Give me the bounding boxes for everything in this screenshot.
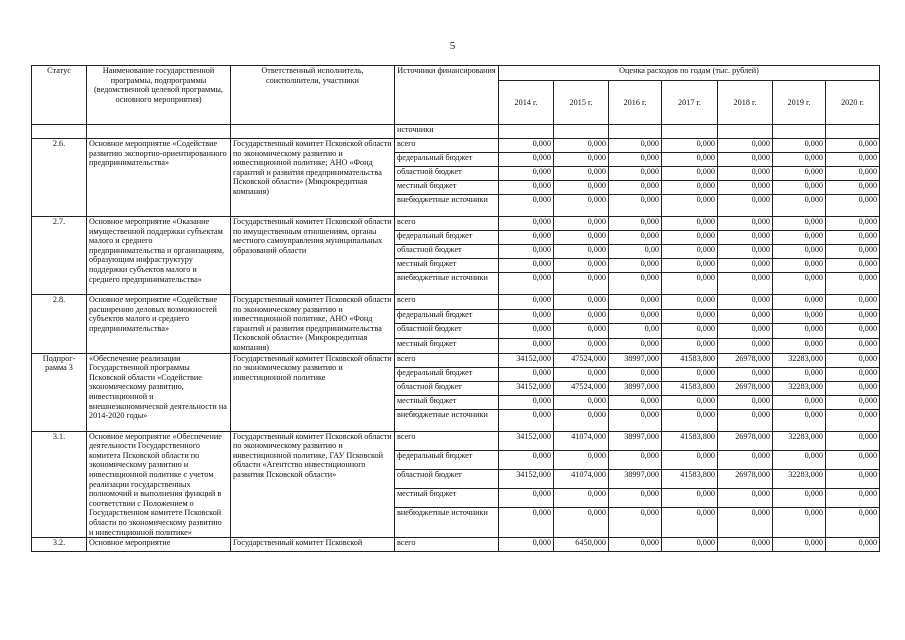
value-cell: 0,000 — [826, 309, 880, 324]
value-cell: 0,000 — [662, 395, 718, 409]
value-cell: 0,000 — [499, 324, 554, 339]
value-cell: 0,000 — [718, 139, 773, 153]
table-row — [32, 353, 880, 367]
value-cell: 0,000 — [609, 139, 662, 153]
status-cell — [32, 125, 87, 139]
value-cell: 0,000 — [826, 469, 880, 488]
value-cell: 34152,000 — [499, 381, 554, 395]
executor-cell: Государственный комитет Псковской области по экономическому развитию и инвестиционной политике, АНО «Фонд гарантий и развития предпринимательства Псковской области» (Микрокредитная компания) — [231, 295, 395, 354]
value-cell: 0,000 — [609, 367, 662, 381]
value-cell: 0,000 — [718, 538, 773, 552]
value-cell: 41074,000 — [554, 469, 609, 488]
value-cell: 0,000 — [554, 367, 609, 381]
status-cell: 2.6. — [32, 139, 87, 217]
value-cell: 0,000 — [609, 195, 662, 217]
value-cell: 38997,000 — [609, 469, 662, 488]
value-cell: 0,000 — [499, 488, 554, 507]
value-cell: 0,000 — [554, 259, 609, 273]
value-cell: 0,000 — [718, 195, 773, 217]
value-cell: 0,000 — [609, 488, 662, 507]
value-cell: 0,000 — [554, 217, 609, 231]
value-cell: 0,000 — [499, 450, 554, 469]
value-cell: 0,000 — [499, 181, 554, 195]
value-cell — [499, 125, 554, 139]
value-cell: 0,000 — [773, 338, 826, 353]
value-cell: 0,000 — [609, 217, 662, 231]
value-cell: 0,000 — [826, 338, 880, 353]
value-cell: 0,000 — [662, 295, 718, 310]
value-cell: 0,000 — [662, 181, 718, 195]
value-cell: 0,000 — [718, 324, 773, 339]
value-cell: 32283,000 — [773, 353, 826, 367]
value-cell: 0,000 — [554, 139, 609, 153]
executor-cell: Государственный комитет Псковской области по имущественным отношениям, органы местного самоуправления муниципальных образований области — [231, 217, 395, 295]
value-cell: 0,000 — [662, 217, 718, 231]
source-cell: всего — [395, 353, 499, 367]
value-cell: 0,000 — [826, 450, 880, 469]
table-row — [32, 125, 880, 139]
header-year: 2020 г. — [826, 81, 880, 125]
value-cell: 0,000 — [718, 395, 773, 409]
status-cell: Подпрог-рамма 3 — [32, 353, 87, 431]
header-year: 2014 г. — [499, 81, 554, 125]
status-cell: 2.8. — [32, 295, 87, 354]
value-cell: 0,000 — [499, 153, 554, 167]
value-cell: 0,000 — [718, 181, 773, 195]
table-row — [32, 538, 880, 552]
value-cell: 0,000 — [826, 231, 880, 245]
value-cell: 0,000 — [499, 139, 554, 153]
value-cell: 0,000 — [609, 153, 662, 167]
value-cell: 0,000 — [499, 409, 554, 431]
value-cell: 0,000 — [499, 245, 554, 259]
value-cell: 0,000 — [662, 338, 718, 353]
value-cell: 0,000 — [554, 488, 609, 507]
value-cell: 0,000 — [718, 367, 773, 381]
value-cell: 0,000 — [499, 508, 554, 538]
source-cell: внебюджетные источники — [395, 508, 499, 538]
value-cell: 0,000 — [662, 139, 718, 153]
value-cell: 0,000 — [499, 217, 554, 231]
value-cell: 0,000 — [718, 338, 773, 353]
value-cell: 0,000 — [609, 273, 662, 295]
value-cell: 0,000 — [609, 167, 662, 181]
value-cell: 0,000 — [609, 538, 662, 552]
source-cell: областной бюджет — [395, 324, 499, 339]
table-header — [32, 66, 880, 125]
value-cell: 0,000 — [773, 488, 826, 507]
value-cell: 0,00 — [609, 245, 662, 259]
value-cell: 0,000 — [662, 259, 718, 273]
value-cell: 0,000 — [662, 367, 718, 381]
source-cell: федеральный бюджет — [395, 450, 499, 469]
value-cell — [718, 125, 773, 139]
source-cell: областной бюджет — [395, 167, 499, 181]
value-cell: 0,000 — [662, 324, 718, 339]
value-cell: 0,000 — [609, 395, 662, 409]
value-cell: 0,000 — [554, 195, 609, 217]
value-cell: 0,000 — [773, 181, 826, 195]
table-row — [32, 431, 880, 450]
value-cell: 34152,000 — [499, 431, 554, 450]
value-cell: 0,000 — [609, 181, 662, 195]
value-cell: 0,000 — [826, 431, 880, 450]
value-cell: 0,000 — [662, 153, 718, 167]
value-cell: 0,000 — [718, 295, 773, 310]
source-cell: всего — [395, 217, 499, 231]
value-cell: 0,000 — [499, 259, 554, 273]
value-cell: 0,000 — [826, 395, 880, 409]
executor-cell: Государственный комитет Псковской области по экономическому развитию и инвестиционной политике — [231, 353, 395, 431]
header-year: 2017 г. — [662, 81, 718, 125]
value-cell: 34152,000 — [499, 353, 554, 367]
status-cell: 2.7. — [32, 217, 87, 295]
value-cell: 0,000 — [499, 167, 554, 181]
value-cell: 0,000 — [609, 508, 662, 538]
value-cell: 0,000 — [554, 167, 609, 181]
table-body — [32, 125, 880, 552]
source-cell: местный бюджет — [395, 181, 499, 195]
value-cell: 0,000 — [554, 231, 609, 245]
value-cell: 0,00 — [609, 324, 662, 339]
header-year: 2018 г. — [718, 81, 773, 125]
header-year: 2019 г. — [773, 81, 826, 125]
value-cell — [826, 125, 880, 139]
value-cell: 0,000 — [718, 409, 773, 431]
value-cell: 0,000 — [826, 217, 880, 231]
value-cell: 0,000 — [773, 167, 826, 181]
source-cell: внебюджетные источники — [395, 409, 499, 431]
source-cell: местный бюджет — [395, 259, 499, 273]
header-year: 2015 г. — [554, 81, 609, 125]
value-cell: 41583,800 — [662, 381, 718, 395]
value-cell — [609, 125, 662, 139]
value-cell: 0,000 — [662, 538, 718, 552]
header-status: Статус — [32, 66, 87, 125]
value-cell: 0,000 — [826, 181, 880, 195]
value-cell: 0,000 — [554, 153, 609, 167]
value-cell: 32283,000 — [773, 381, 826, 395]
value-cell: 0,000 — [609, 295, 662, 310]
value-cell: 0,000 — [773, 295, 826, 310]
value-cell: 0,000 — [554, 395, 609, 409]
value-cell: 0,000 — [554, 508, 609, 538]
value-cell: 0,000 — [826, 381, 880, 395]
value-cell: 0,000 — [554, 324, 609, 339]
source-cell: внебюджетные источники — [395, 273, 499, 295]
value-cell: 0,000 — [662, 273, 718, 295]
budget-table — [31, 65, 880, 552]
value-cell: 6450,000 — [554, 538, 609, 552]
value-cell: 0,000 — [718, 167, 773, 181]
value-cell — [662, 125, 718, 139]
value-cell: 0,000 — [499, 273, 554, 295]
value-cell — [773, 125, 826, 139]
source-cell: местный бюджет — [395, 338, 499, 353]
name-cell: Основное мероприятие — [87, 538, 231, 552]
value-cell: 0,000 — [554, 273, 609, 295]
value-cell: 0,000 — [718, 231, 773, 245]
executor-cell — [231, 125, 395, 139]
value-cell: 0,000 — [718, 259, 773, 273]
source-cell: местный бюджет — [395, 395, 499, 409]
table-row — [32, 295, 880, 310]
value-cell: 0,000 — [826, 488, 880, 507]
value-cell: 47524,000 — [554, 381, 609, 395]
name-cell: Основное мероприятие «Содействие развитию экспортно-ориентированного предпринимательства» — [87, 139, 231, 217]
value-cell: 0,000 — [773, 538, 826, 552]
value-cell: 0,000 — [826, 195, 880, 217]
value-cell: 0,000 — [826, 259, 880, 273]
value-cell: 0,000 — [773, 139, 826, 153]
value-cell: 0,000 — [662, 245, 718, 259]
value-cell: 0,000 — [773, 153, 826, 167]
value-cell: 0,000 — [718, 309, 773, 324]
value-cell: 47524,000 — [554, 353, 609, 367]
value-cell: 26978,000 — [718, 381, 773, 395]
value-cell: 0,000 — [554, 309, 609, 324]
value-cell: 0,000 — [662, 231, 718, 245]
value-cell: 0,000 — [718, 245, 773, 259]
value-cell: 32283,000 — [773, 469, 826, 488]
source-cell: всего — [395, 139, 499, 153]
value-cell: 0,000 — [826, 245, 880, 259]
name-cell: Основное мероприятие «Обеспечение деятельности Государственного комитета Псковской области по экономическому развитию и инвестиционной политике с учетом реализации государственных полномочий и выполнения функций в соответствии с Положением о Государственном комитете Псковской области по экономическому развитию и инвестиционной политике» — [87, 431, 231, 538]
name-cell — [87, 125, 231, 139]
value-cell: 26978,000 — [718, 353, 773, 367]
value-cell: 0,000 — [499, 395, 554, 409]
value-cell: 0,000 — [554, 409, 609, 431]
value-cell: 32283,000 — [773, 431, 826, 450]
value-cell: 0,000 — [826, 153, 880, 167]
source-cell: федеральный бюджет — [395, 367, 499, 381]
source-cell: федеральный бюджет — [395, 153, 499, 167]
value-cell: 0,000 — [609, 409, 662, 431]
source-cell: источники — [395, 125, 499, 139]
value-cell: 0,000 — [499, 195, 554, 217]
value-cell: 0,000 — [609, 259, 662, 273]
value-cell: 38997,000 — [609, 431, 662, 450]
value-cell: 41583,800 — [662, 469, 718, 488]
source-cell: областной бюджет — [395, 245, 499, 259]
value-cell — [554, 125, 609, 139]
value-cell: 0,000 — [826, 273, 880, 295]
value-cell: 0,000 — [826, 367, 880, 381]
source-cell: всего — [395, 295, 499, 310]
value-cell: 0,000 — [773, 217, 826, 231]
value-cell: 0,000 — [773, 195, 826, 217]
value-cell: 0,000 — [554, 245, 609, 259]
value-cell: 0,000 — [773, 324, 826, 339]
header-estimate: Оценка расходов по годам (тыс. рублей) — [499, 66, 880, 81]
value-cell: 0,000 — [662, 508, 718, 538]
value-cell: 0,000 — [826, 409, 880, 431]
value-cell: 0,000 — [826, 139, 880, 153]
executor-cell: Государственный комитет Псковской — [231, 538, 395, 552]
value-cell: 0,000 — [609, 338, 662, 353]
source-cell: областной бюджет — [395, 469, 499, 488]
source-cell: федеральный бюджет — [395, 309, 499, 324]
header-year: 2016 г. — [609, 81, 662, 125]
value-cell: 0,000 — [773, 309, 826, 324]
value-cell: 0,000 — [773, 508, 826, 538]
value-cell: 0,000 — [718, 508, 773, 538]
value-cell: 26978,000 — [718, 469, 773, 488]
value-cell: 0,000 — [773, 273, 826, 295]
value-cell: 38997,000 — [609, 381, 662, 395]
executor-cell: Государственный комитет Псковской области по экономическому развитию и инвестиционной политике, ГАУ Псковской области «Агентство инвестиционного развития Псковской области» — [231, 431, 395, 538]
value-cell: 0,000 — [554, 295, 609, 310]
value-cell: 0,000 — [773, 395, 826, 409]
value-cell: 41074,000 — [554, 431, 609, 450]
value-cell: 0,000 — [826, 538, 880, 552]
value-cell: 0,000 — [499, 338, 554, 353]
status-cell: 3.1. — [32, 431, 87, 538]
table-row — [32, 217, 880, 231]
value-cell: 0,000 — [554, 181, 609, 195]
name-cell: «Обеспечение реализации Государственной программы Псковской области «Содействие экономическому развитию, инвестиционной и внешнеэкономической деятельности на 2014-2020 годы» — [87, 353, 231, 431]
value-cell: 0,000 — [499, 231, 554, 245]
value-cell: 0,000 — [773, 245, 826, 259]
value-cell: 0,000 — [718, 217, 773, 231]
value-cell: 0,000 — [826, 353, 880, 367]
source-cell: всего — [395, 431, 499, 450]
value-cell: 0,000 — [662, 488, 718, 507]
source-cell: областной бюджет — [395, 381, 499, 395]
value-cell: 0,000 — [499, 367, 554, 381]
value-cell: 0,000 — [609, 450, 662, 469]
value-cell: 0,000 — [499, 309, 554, 324]
value-cell: 0,000 — [554, 450, 609, 469]
value-cell: 0,000 — [826, 167, 880, 181]
value-cell: 0,000 — [773, 409, 826, 431]
header-executor: Ответственный исполнитель, соисполнители, участники — [231, 66, 395, 125]
value-cell: 0,000 — [718, 450, 773, 469]
header-name: Наименование государственной программы, подпрограммы (ведомственной целевой программы, основного мероприятия) — [87, 66, 231, 125]
value-cell: 0,000 — [499, 295, 554, 310]
value-cell: 0,000 — [826, 295, 880, 310]
value-cell: 0,000 — [662, 450, 718, 469]
value-cell: 0,000 — [773, 231, 826, 245]
value-cell: 0,000 — [718, 488, 773, 507]
value-cell: 26978,000 — [718, 431, 773, 450]
page-number: 5 — [449, 40, 456, 52]
value-cell: 0,000 — [662, 309, 718, 324]
value-cell: 0,000 — [662, 195, 718, 217]
value-cell: 41583,800 — [662, 353, 718, 367]
value-cell: 41583,800 — [662, 431, 718, 450]
value-cell: 34152,000 — [499, 469, 554, 488]
name-cell: Основное мероприятие «Содействие расширению деловых возможностей субъектов малого и среднего предпринимательства» — [87, 295, 231, 354]
table-row — [32, 139, 880, 153]
header-sources: Источники финансирования — [395, 66, 499, 125]
value-cell: 0,000 — [499, 538, 554, 552]
value-cell: 0,000 — [662, 167, 718, 181]
value-cell: 0,000 — [609, 309, 662, 324]
value-cell: 0,000 — [826, 508, 880, 538]
value-cell: 0,000 — [718, 153, 773, 167]
value-cell: 0,000 — [662, 409, 718, 431]
value-cell: 0,000 — [826, 324, 880, 339]
value-cell: 0,000 — [554, 338, 609, 353]
value-cell: 0,000 — [773, 367, 826, 381]
value-cell: 0,000 — [718, 273, 773, 295]
executor-cell: Государственный комитет Псковской области по экономическому развитию и инвестиционной политике; АНО «Фонд гарантий и развития предпринимательства Псковской области» (Микрокредитная компания) — [231, 139, 395, 217]
value-cell: 0,000 — [773, 259, 826, 273]
value-cell: 38997,000 — [609, 353, 662, 367]
value-cell: 0,000 — [609, 231, 662, 245]
status-cell: 3.2. — [32, 538, 87, 552]
source-cell: внебюджетные источники — [395, 195, 499, 217]
source-cell: всего — [395, 538, 499, 552]
source-cell: федеральный бюджет — [395, 231, 499, 245]
source-cell: местный бюджет — [395, 488, 499, 507]
name-cell: Основное мероприятие «Оказание имущественной поддержки субъектам малого и среднего предпринимательства и организациям, образующим инфраструктуру поддержки субъектов малого и среднего предпринимательства» — [87, 217, 231, 295]
value-cell: 0,000 — [773, 450, 826, 469]
